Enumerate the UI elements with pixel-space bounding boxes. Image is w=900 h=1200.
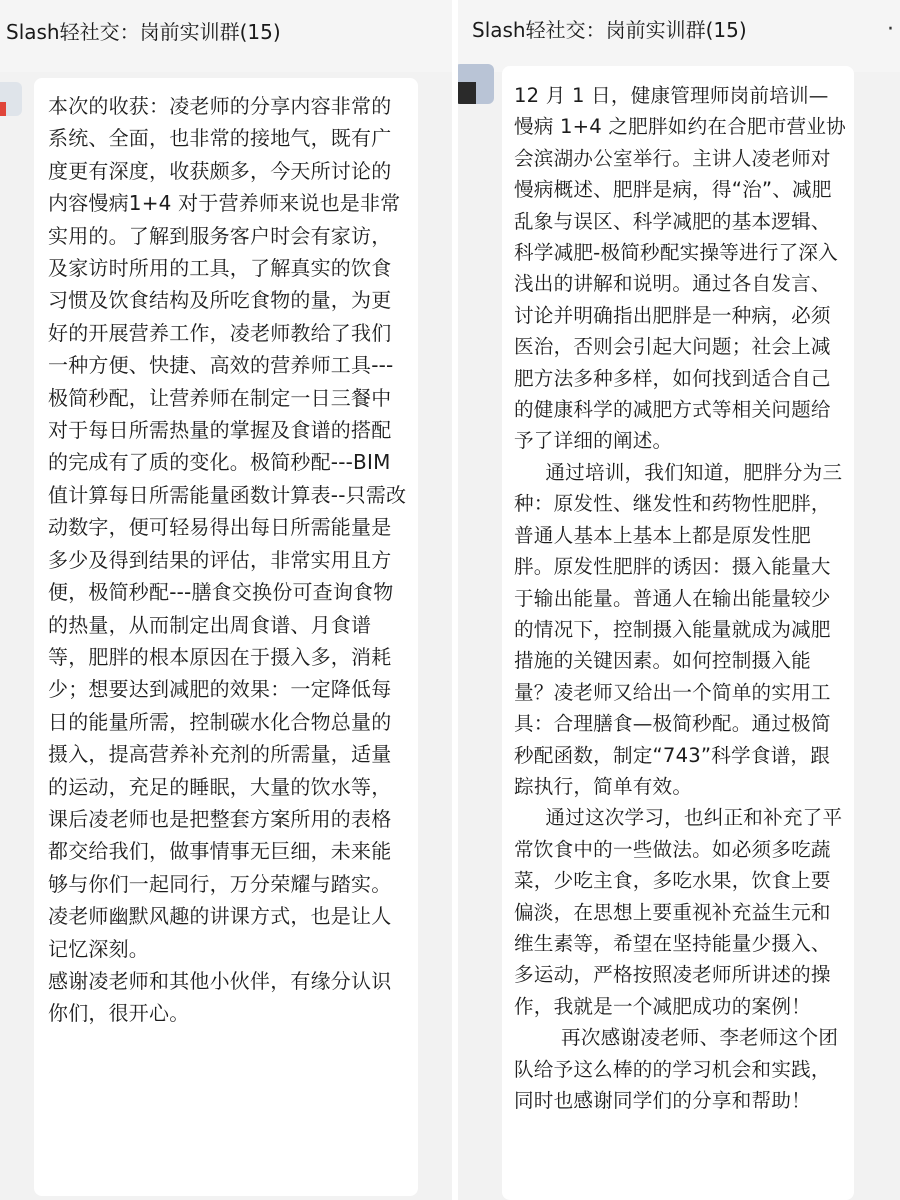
right-chat-panel <box>452 0 900 1200</box>
more-options-icon[interactable]: · <box>887 17 894 42</box>
avatar-image <box>454 82 476 104</box>
message-paragraph: 再次感谢凌老师、李老师这个团队给予这么棒的的学习机会和实践，同时也感谢同学们的分享和帮助！ <box>514 1026 839 1112</box>
chat-title: Slash轻社交：岗前实训群(15) <box>6 20 281 44</box>
message-paragraph: 12 月 1 日，健康管理师岗前培训—慢病 1+4 之肥胖如约在合肥市营业协会滨湖办公室举行。主讲人凌老师对慢病概述、肥胖是病，得“治”、减肥乱象与误区、科学减肥的基本逻辑、科学减肥-极简秒配实操等进行了深入浅出的讲解和说明。通过各自发言、讨论并明确指出肥胖是一种病，必须医治，否则会引起大问题；社会上减肥方法多种多样，如何找到适合自己的健康科学的减肥方式等相关问题给予了详细的阐述。 <box>514 84 846 453</box>
avatar[interactable] <box>0 82 22 116</box>
avatar-badge <box>0 102 6 116</box>
message-bubble[interactable] <box>502 66 854 1200</box>
message-paragraph: 通过这次学习，也纠正和补充了平常饮食中的一些做法。如必须多吃蔬菜，少吃主食，多吃水果，饮食上要偏淡，在思想上要重视补充益生元和维生素等，希望在坚持能量少摄入、多运动，严格按照凌老师所讲述的操作，我就是一个减肥成功的案例！ <box>514 806 843 1018</box>
message-bubble[interactable] <box>34 78 418 1196</box>
message-paragraph: 本次的收获：凌老师的分享内容非常的系统、全面，也非常的接地气，既有广度更有深度，收获颇多，今天所讨论的内容慢病1+4 对于营养师来说也是非常实用的。了解到服务客户时会有家访，及家访时所用的工具，了解真实的饮食习惯及饮食结构及所吃食物的量，为更好的开展营养工作，凌老师教给了我们一种方便、快捷、高效的营养师工具---极简秒配，让营养师在制定一日三餐中对于每日所需热量的掌握及食谱的搭配的完成有了质的变化。极简秒配---BIM 值计算每日所需能量函数计算表--只需改动数字，便可轻易得出每日所需能量是多少及得到结果的评估，非常实用且方便，极简秒配---膳食交换份可查询食物的热量，从而制定出周食谱、月食谱等，肥胖的根本原因在于摄入多，消耗少；想要达到减肥的效果：一定降低每日的能量所需，控制碳水化合物总量的摄入，提高营养补充剂的所需量，适量的运动，充足的睡眠，大量的饮水等，课后凌老师也是把整套方案所用的表格都交给我们，做事情事无巨细，未来能够与你们一起同行，万分荣耀与踏实。凌老师幽默风趣的讲课方式，也是让人记忆深刻。 <box>48 94 407 961</box>
message-paragraph: 感谢凌老师和其他小伙伴，有缘分认识你们，很开心。 <box>48 968 392 1026</box>
chat-header <box>0 0 452 72</box>
avatar[interactable] <box>454 64 494 104</box>
chat-title: Slash轻社交：岗前实训群(15) <box>472 18 747 42</box>
message-paragraph: 通过培训，我们知道，肥胖分为三种：原发性、继发性和药物性肥胖，普通人基本上基本上都是原发性肥胖。原发性肥胖的诱因：摄入能量大于输出能量。普通人在输出能量较少的情况下，控制摄入能量就成为减肥措施的关键因素。如何控制摄入能量？凌老师又给出一个简单的实用工具：合理膳食—极简秒配。通过极简秒配函数，制定“743”科学食谱，跟踪执行，简单有效。 <box>514 460 843 798</box>
chat-header <box>458 0 900 72</box>
